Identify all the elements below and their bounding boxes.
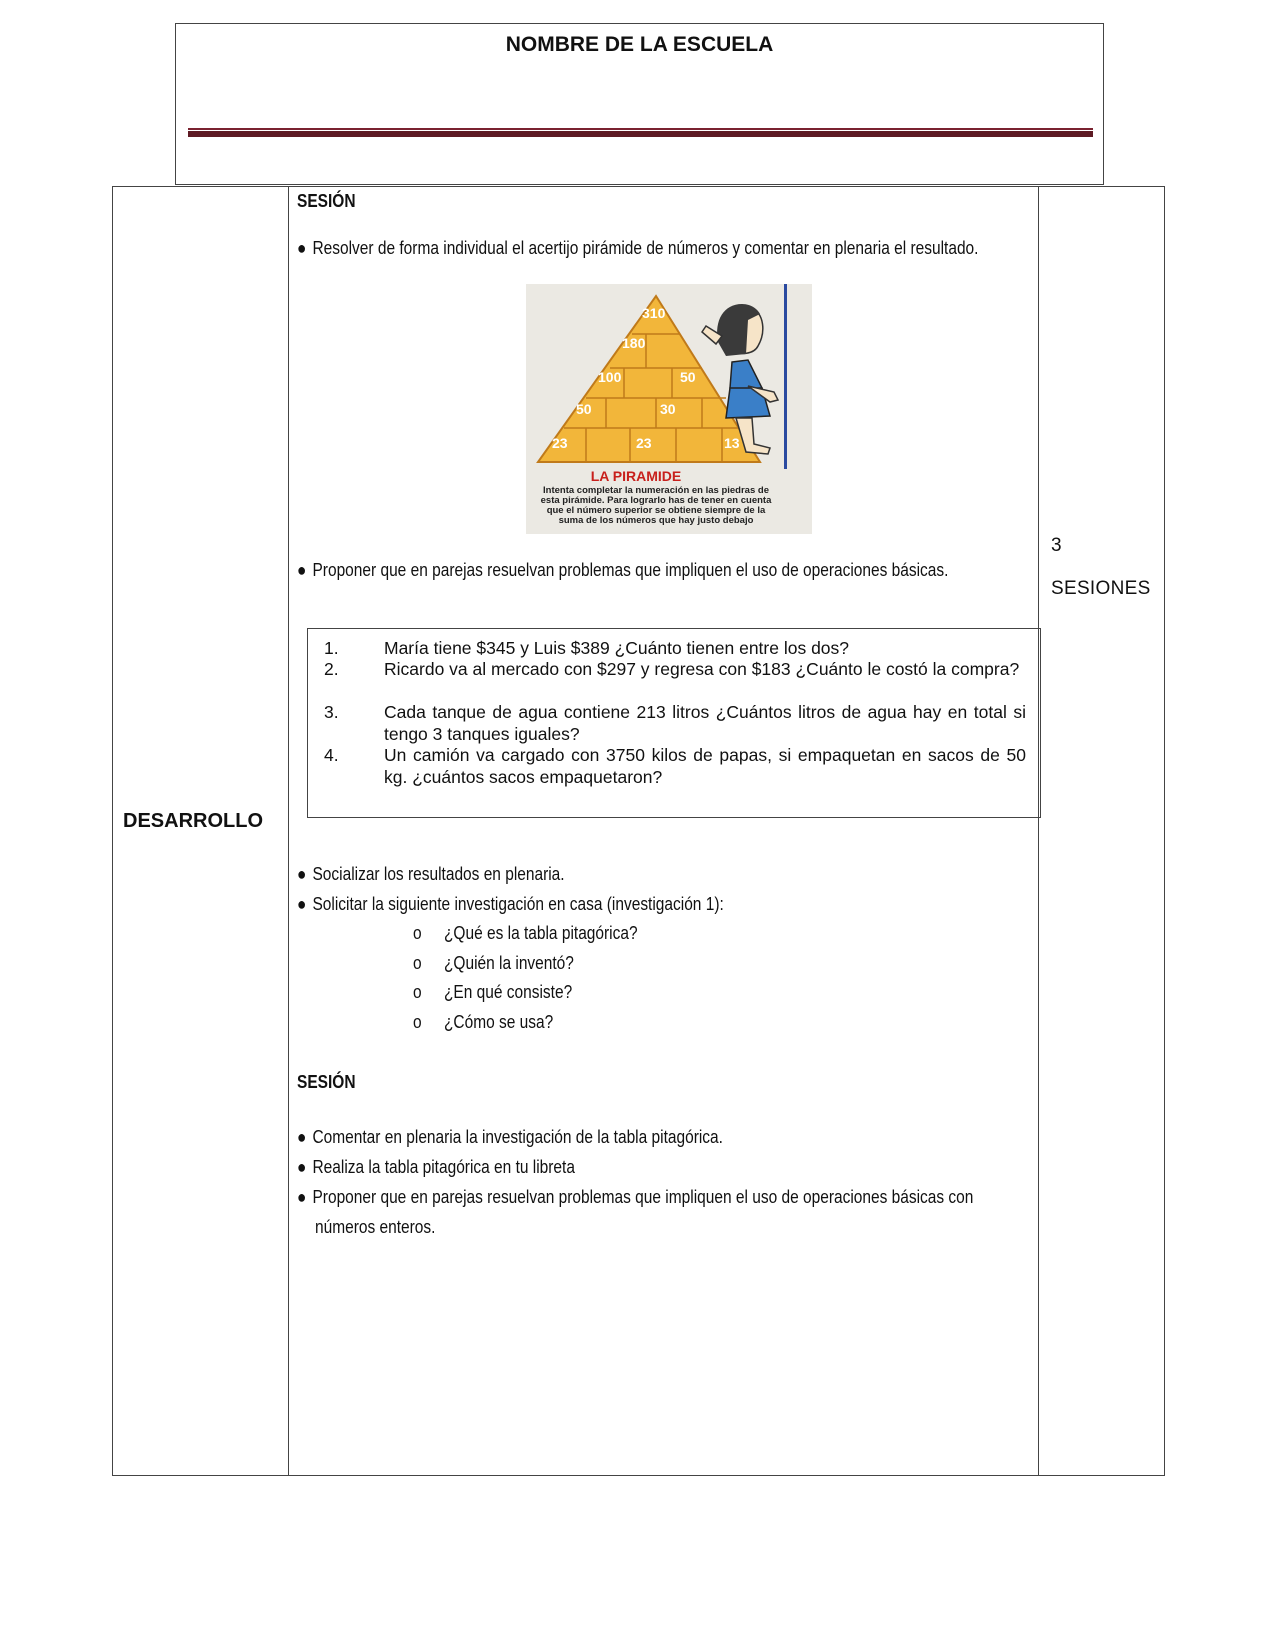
problem-number: 2.: [324, 659, 339, 679]
bullet-item: [297, 864, 565, 885]
session-heading: SESIÓN: [297, 191, 356, 211]
problem-number: 4.: [324, 745, 339, 765]
bullet-text: Solicitar la siguiente investigación en casa (investigación 1):: [312, 894, 724, 914]
circle-bullet-icon: o: [413, 953, 422, 973]
pyramid-caption-line: Intenta completar la numeración en las piedras de: [543, 485, 769, 496]
bullet-text: Proponer que en parejas resuelvan problemas que impliquen el uso de operaciones básicas con: [312, 1187, 974, 1207]
problem-text: Ricardo va al mercado con $297 y regresa con $183 ¿Cuánto le costó la compra?: [384, 659, 1020, 679]
problem-item: [324, 702, 1026, 745]
bullet-item: [297, 1157, 575, 1178]
bullet-text: Realiza la tabla pitagórica en tu libreta: [312, 1157, 575, 1177]
problem-text: Cada tanque de agua contiene 213 litros ¿Cuántos litros de agua hay en total si tengo 3 tanques iguales?: [384, 702, 1026, 744]
bullet-text: Socializar los resultados en plenaria.: [312, 864, 565, 884]
school-name: NOMBRE DE LA ESCUELA: [505, 33, 774, 56]
problems-box: [307, 628, 1041, 818]
bullet-text-continuation: números enteros.: [315, 1217, 436, 1237]
problem-text: Un camión va cargado con 3750 kilos de papas, si empaquetan en sacos de 50 kg. ¿cuántos sacos empaquetaron?: [384, 745, 1026, 787]
pyramid-number: 23: [552, 435, 568, 451]
bullet-item: [297, 1127, 723, 1148]
bullet-icon: ●: [297, 238, 307, 258]
question-text: ¿Cómo se usa?: [443, 1012, 554, 1032]
question-text: ¿En qué consiste?: [443, 982, 573, 1002]
bullet-text: Comentar en plenaria la investigación de la tabla pitagórica.: [312, 1127, 723, 1147]
header-box: [175, 23, 1104, 185]
pyramid-caption-line: esta pirámide. Para lograrlo has de tener en cuenta: [540, 495, 772, 506]
bullet-item: [297, 894, 724, 915]
question-item: [413, 923, 638, 944]
problem-text: María tiene $345 y Luis $389 ¿Cuánto tienen entre los dos?: [384, 638, 850, 658]
bullet-icon: ●: [297, 1127, 307, 1147]
pyramid-caption-line: que el número superior se obtiene siempre de la: [546, 505, 766, 516]
bullet-item: [297, 560, 948, 581]
session-heading: SESIÓN: [297, 1072, 356, 1092]
problem-item: [324, 659, 1026, 681]
pyramid-puzzle-image: [526, 284, 812, 534]
problem-item: [324, 638, 1026, 660]
plan-table: [112, 186, 1165, 1476]
pyramid-number: 50: [680, 369, 696, 385]
question-text: ¿Quién la inventó?: [443, 953, 574, 973]
pyramid-number: 100: [598, 369, 622, 385]
pyramid-number: 310: [642, 305, 666, 321]
circle-bullet-icon: o: [413, 1012, 422, 1032]
pyramid-number: 50: [576, 401, 592, 417]
pyramid-number: 23: [636, 435, 652, 451]
sessions-label: SESIONES: [1051, 578, 1151, 599]
column-divider: [1038, 187, 1039, 1475]
pyramid-title: LA PIRAMIDE: [590, 468, 682, 484]
bullet-icon: ●: [297, 1187, 307, 1207]
bullet-text: Proponer que en parejas resuelvan problemas que impliquen el uso de operaciones básicas.: [312, 560, 949, 580]
question-item: [413, 953, 574, 974]
bullet-icon: ●: [297, 560, 307, 580]
question-text: ¿Qué es la tabla pitagórica?: [443, 923, 638, 943]
bullet-icon: ●: [297, 1157, 307, 1177]
bullet-icon: ●: [297, 864, 307, 884]
header-rule: [188, 128, 1093, 138]
question-item: [413, 1012, 553, 1033]
bullet-icon: ●: [297, 894, 307, 914]
bullet-text: Resolver de forma individual el acertijo pirámide de números y comentar en plenaria el resultado.: [312, 238, 979, 258]
circle-bullet-icon: o: [413, 982, 422, 1002]
pyramid-number: 180: [622, 335, 646, 351]
problem-item: [324, 745, 1026, 788]
problem-number: 1.: [324, 638, 339, 658]
pyramid-caption-line: suma de los números que hay justo debajo: [558, 515, 754, 526]
bullet-item: [297, 238, 978, 259]
stage-label: DESARROLLO: [123, 810, 263, 832]
circle-bullet-icon: o: [413, 923, 422, 943]
problem-number: 3.: [324, 702, 339, 722]
column-divider: [288, 187, 289, 1475]
bullet-item: [297, 1187, 973, 1208]
sessions-count: 3: [1051, 535, 1062, 556]
pyramid-number: 30: [660, 401, 676, 417]
pyramid-number: 13: [724, 435, 740, 451]
question-item: [413, 982, 572, 1003]
